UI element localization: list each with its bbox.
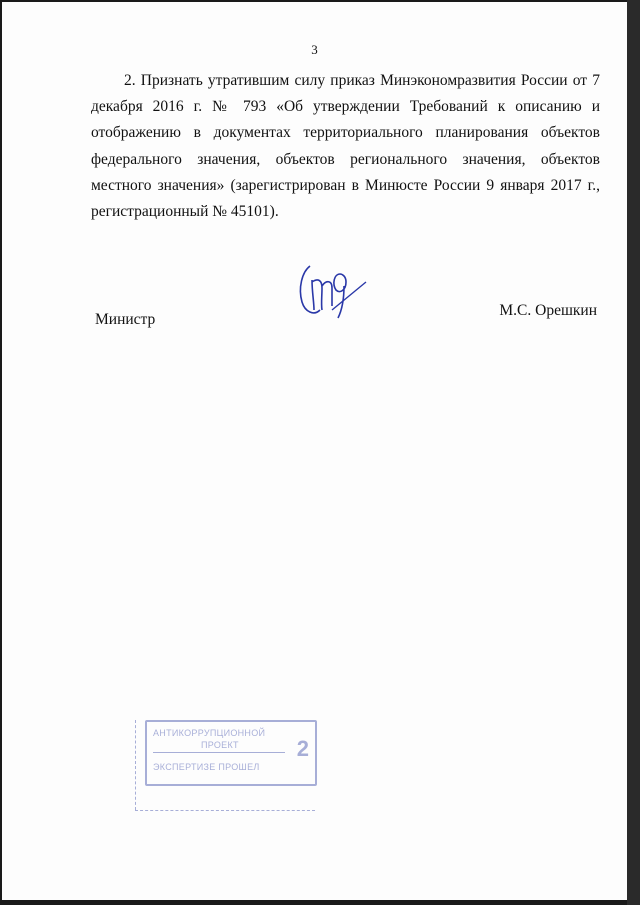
scan-edge [627, 0, 640, 905]
signatory-title: Министр [95, 311, 156, 328]
order-paragraph: 2. Признать утратившим силу приказ Минэкономразвития России от 7 декабря 2016 г. № 793 «Об утверждении Требований к описанию и отображению в документах территориального планирования объектов федерального значения, объектов регионального значения, объектов местного значения» (зарегистрирован в Минюсте России 9 января 2017 г., регистрационный № 45101). [91, 72, 600, 221]
handwritten-signature [288, 258, 368, 328]
signatory-name: М.С. Орешкин [499, 302, 597, 319]
document-page [2, 2, 627, 900]
expertise-stamp: АНТИКОРРУПЦИОННОЙ ПРОЕКТ ЭКСПЕРТИЗЕ ПРОШЕЛ 2 [135, 720, 315, 816]
page-number: 3 [311, 42, 318, 57]
